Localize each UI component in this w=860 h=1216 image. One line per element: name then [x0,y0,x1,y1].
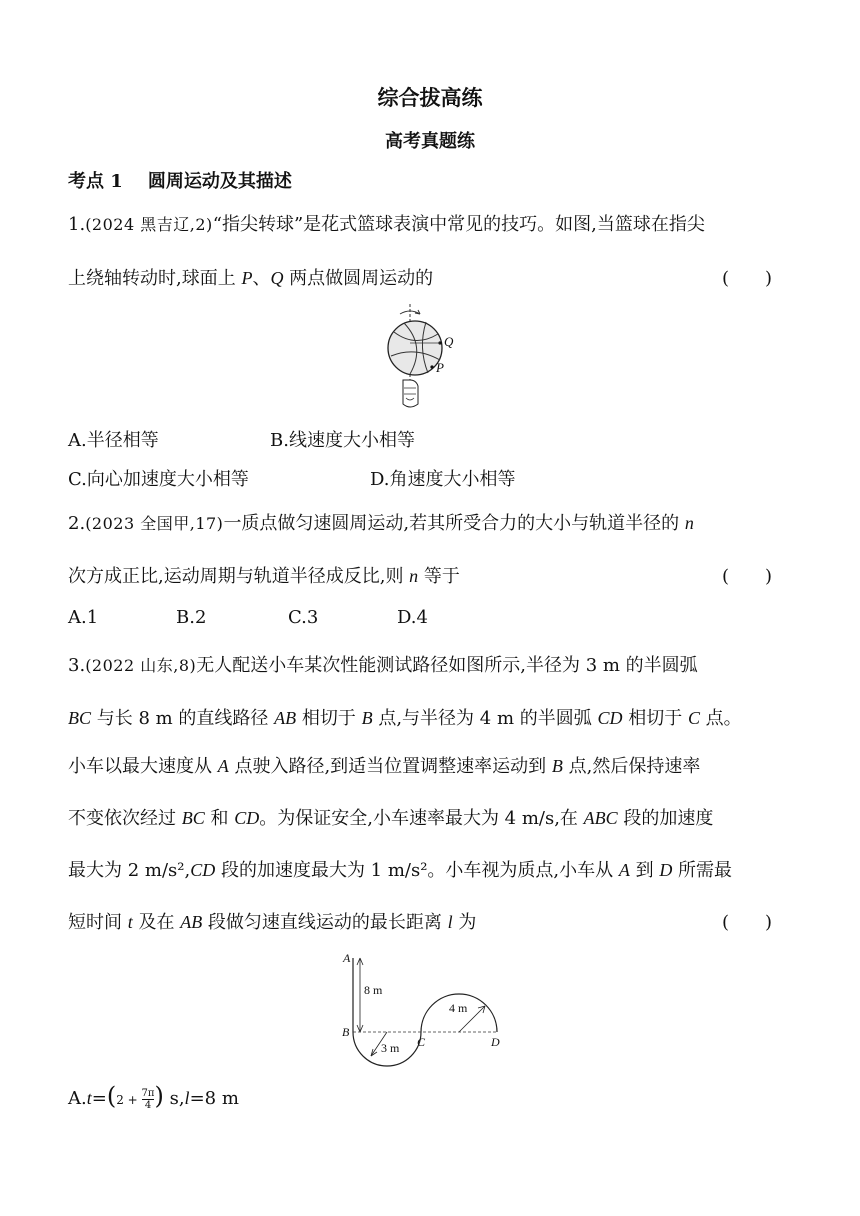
q2-option-d: D.4 [397,607,428,628]
q2-var-n: n [684,513,694,533]
q3-opt-a-rparen: ) [154,1082,164,1110]
q3-l3-0: 小车以最大速度从 [68,756,218,777]
q3-l5-2: 段的加速度最大为 1 m/s²。小车视为质点,小车从 [215,860,619,881]
q1-basketball-figure [380,300,470,412]
q3-line1 [68,651,698,677]
q3-l3-2: 点驶入路径,到适当位置调整速率运动到 [228,756,552,777]
q3-line6 [68,908,476,934]
q3-l5-3: A [618,860,630,880]
q3-l6-0: 短时间 [68,912,128,933]
q2-line1 [68,509,694,535]
q3-opt-a-t: t [86,1088,92,1108]
section-name: 圆周运动及其描述 [147,171,292,192]
q1-text-2b: 两点做圆周运动的 [283,268,434,289]
q3-l2-5: 点,与半径为 4 m 的半圆弧 [372,708,598,729]
section-label: 考点 1 [68,171,123,192]
q1-sep: 、 [252,268,271,289]
q3-label-3m: 3 m [381,1041,400,1055]
q3-l2-6: CD [597,708,623,728]
q3-l5-4: 到 [629,860,660,881]
q3-l5-6: 所需最 [672,860,733,881]
q1-text-2a: 上绕轴转动时,球面上 [68,268,242,289]
q3-l6-4: 段做匀速直线运动的最长距离 [202,912,448,933]
q2-text: 一质点做匀速圆周运动,若其所受合力的大小与轨道半径的 [223,513,685,534]
q3-path-figure [335,948,515,1072]
q3-l2-1: 与长 8 m 的直线路径 [91,708,275,729]
q1-option-a: A.半径相等 [68,430,159,451]
q3-l4-4: 。为保证安全,小车速率最大为 4 m/s,在 [259,808,584,829]
q3-l3-4: 点,然后保持速率 [562,756,701,777]
q3-l6-6: 为 [452,912,477,933]
q1-line2 [68,264,433,290]
q3-opt-a-lparen: ( [106,1082,117,1110]
q1-text: “指尖转球”是花式篮球表演中常见的技巧。如图,当篮球在指尖 [212,214,705,235]
q3-label-4m: 4 m [449,1001,468,1015]
q1-label-p: P [436,360,444,375]
q3-l3-3: B [551,756,563,776]
q3-opt-a-rest: =8 m [189,1088,239,1109]
q1-answer-blank: ( ) [722,268,773,289]
q1-option-b: B.线速度大小相等 [270,430,415,451]
q3-label-b: B [342,1025,350,1039]
q3-l2-8: C [687,708,700,728]
section-heading [68,167,292,193]
q3-l2-0: BC [68,708,92,728]
q3-label-8m: 8 m [364,983,383,997]
q3-l5-1: CD [190,860,216,880]
q1-number: 1. [68,214,86,235]
q1-var-p: P [241,268,253,288]
q3-label-d: D [491,1035,500,1049]
q3-l4-0: 不变依次经过 [68,808,182,829]
q3-line4 [68,804,713,830]
q3-opt-a-prefix: A. [68,1088,87,1109]
q2-text-2a: 次方成正比,运动周期与轨道半径成反比,则 [68,566,410,587]
q2-line2 [68,562,460,588]
page-subtitle: 高考真题练 [385,131,475,152]
q2-option-c: C.3 [288,607,319,628]
q1-source: (2024 黑吉辽,2) [85,215,213,234]
q3-number: 3. [68,655,86,676]
q3-opt-a-l: l [184,1088,190,1108]
q3-label-c: C [417,1035,426,1049]
q3-opt-a-den: 4 [144,1099,152,1111]
q3-l5-0: 最大为 2 m/s², [68,860,191,881]
q2-option-a: A.1 [68,607,99,628]
q3-l2-7: 相切于 [622,708,688,729]
q3-l6-3: AB [180,912,203,932]
q3-l2-3: 相切于 [296,708,362,729]
q3-l4-6: 段的加速度 [617,808,714,829]
q3-text-1: 无人配送小车某次性能测试路径如图所示,半径为 3 m 的半圆弧 [196,655,698,676]
q3-opt-a-unit: s, [163,1088,185,1109]
q3-l3-1: A [217,756,229,776]
q3-opt-a-num: 7π [141,1087,155,1099]
q3-source: (2022 山东,8) [85,656,197,675]
q3-l5-5: D [659,860,673,880]
q3-l4-5: ABC [583,808,618,828]
page-title: 综合拔高练 [377,85,483,110]
q2-number: 2. [68,513,86,534]
q3-answer-blank: ( ) [722,912,773,933]
q3-l4-3: CD [234,808,260,828]
q3-line3 [68,752,700,778]
q1-option-d: D.角速度大小相等 [370,469,516,490]
q2-var-n-2: n [409,566,419,586]
q3-l6-2: 及在 [132,912,181,933]
q1-option-c: C.向心加速度大小相等 [68,469,249,490]
q3-l2-9: 点。 [699,708,742,729]
q2-text-2b: 等于 [418,566,460,587]
q1-line1 [68,210,705,236]
q3-line5 [68,856,732,882]
q3-l4-1: BC [181,808,205,828]
q2-option-b: B.2 [176,607,207,628]
q3-option-a [68,1082,239,1111]
q3-l4-2: 和 [204,808,235,829]
q3-l6-5: l [447,912,453,932]
q2-source: (2023 全国甲,17) [85,514,224,533]
q3-opt-a-fraction [142,1088,155,1111]
q1-var-q: Q [270,268,284,288]
q3-line2 [68,704,742,730]
q1-label-q: Q [444,334,454,349]
q3-opt-a-eq: = [91,1088,107,1109]
q3-l2-4: B [361,708,373,728]
q3-l6-1: t [127,912,133,932]
q3-label-a: A [343,951,351,965]
q2-answer-blank: ( ) [722,566,773,587]
q3-opt-a-two: 2 + [116,1093,142,1107]
q3-l2-2: AB [274,708,297,728]
